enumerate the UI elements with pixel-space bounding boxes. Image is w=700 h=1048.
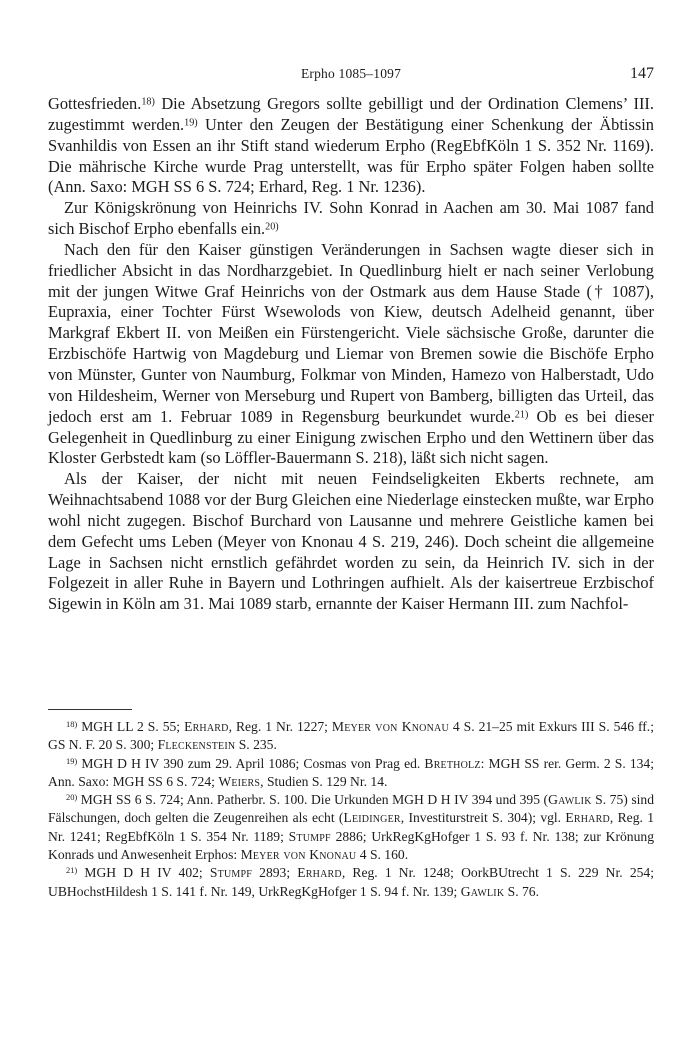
author-name: Meyer von Knonau: [331, 719, 449, 734]
running-title: Erpho 1085–1097: [300, 66, 402, 81]
author-name: Erhard: [565, 810, 610, 826]
footnote-separator: [48, 709, 132, 710]
footnote: $^{20)}$ MGH SS 6 S. 724; Ann. Patherbr. S. 100. Die Urkunden MGH D H IV 394 und 395 (Gawlik S. 75) sind Fälschungen, doch gelten die Zeugenreihen als echt (Leidinger, Investiturstreit S. 304); vgl. Erhard, Reg. 1 Nr. 1241; RegEbfKöln 1 S. 354 Nr. 1189; Stumpf 2886; UrkRegKgHofger 1 S. 93 f. Nr. 138; zur Krönung Konrads und Anwesenheit Erphos: Meyer von Knonau 4 S. 160.: [48, 792, 655, 863]
footnote-marker: 21): [514, 409, 529, 421]
paragraph: Gottesfrieden.$^{18)}$ Die Absetzung Gregors sollte gebilligt und der Ordination Clemens’ III. zugestimmt werden.$^{19)}$ Unter den Zeugen der Bestätigung einer Schenkung der Äbtissin Svanhildis von Essen an ihr Stift stand wiederum Erpho (RegEbfKöln 1 S. 352 Nr. 1169). Die mährische Kirche wurde Prag unterstellt, was für Erpho später Folgen haben sollte (Ann. Saxo: MGH SS 6 S. 724; Erhard, Reg. 1 Nr. 1236).: [48, 94, 654, 197]
author-name: Weiers: [218, 773, 261, 789]
author-name: Gawlik: [460, 883, 505, 899]
body-text: [48, 94, 654, 615]
footnote-marker: 21): [66, 865, 78, 876]
running-head: [48, 62, 654, 86]
paragraph: Nach den für den Kaiser günstigen Veränderungen in Sachsen wagte dieser sich in friedlicher Absicht in das Nordharzgebiet. In Quedlinburg hielt er nach seiner Verlobung mit der jungen Witwe Graf Heinrichs von der Ostmark aus dem Hause Stade († 1087), Eupraxia, einer Tochter Fürst Wsewolods von Kiew, deutsch Adelheid genannt, über Markgraf Ekbert II. von Meißen ein Fürstengericht. Viele sächsische Große, darunter die Erzbischöfe Hartwig von Magdeburg und Liemar von Bremen sowie die Bischöfe Erpho von Münster, Gunter von Naumburg, Folkmar von Minden, Hamezo von Halberstadt, Udo von Hildesheim, Werner von Merseburg und Rupert von Bamberg, billigten das Urteil, das jedoch erst am 1. Februar 1089 in Regensburg beurkundet wurde.$^{21)}$ Ob es bei dieser Gelegenheit in Quedlinburg zu einer Einigung zwischen Erpho und den Wettinern über das Kloster Gerbstedt kam (so Löffler-Bauermann S. 218), läßt sich nicht sagen.: [48, 239, 654, 468]
footnote-marker: 18): [66, 719, 78, 730]
paragraph: Als der Kaiser, der nicht mit neuen Feindseligkeiten Ekberts rechnete, am Weihnachtsabend 1088 vor der Burg Gleichen eine Niederlage einstecken mußte, war Erpho wohl nicht zugegen. Bischof Burchard von Lausanne und mehrere Geistliche kamen bei dem Gefecht ums Leben (Meyer von Knonau 4 S. 219, 246). Doch scheint die allgemeine Lage in Sachsen nicht ernstlich gefährdet worden zu sein, da Heinrich IV. sich in der Folgezeit in aller Ruhe in Bayern und Lothringen aufhielt. Als der kaisertreue Erzbischof Sigewin in Köln am 31. Mai 1089 starb, ernannte der Kaiser Hermann III. zum Nachfol-: [48, 469, 654, 614]
page-number: 147: [630, 65, 654, 82]
author-name: Leidinger: [343, 810, 401, 826]
author-name: Meyer von Knonau: [240, 847, 357, 863]
footnote: $^{19)}$ MGH D H IV 390 zum 29. April 1086; Cosmas von Prag ed. Bretholz: MGH SS rer. Germ. 2 S. 134; Ann. Saxo: MGH SS 6 S. 724; Weiers, Studien S. 129 Nr. 14.: [48, 755, 654, 789]
footnote-marker: 20): [66, 792, 78, 803]
author-name: Bretholz: [424, 755, 481, 771]
footnotes: [48, 718, 654, 901]
footnote: $^{18)}$ MGH LL 2 S. 55; Erhard, Reg. 1 Nr. 1227; Meyer von Knonau 4 S. 21–25 mit Exkurs III S. 546 ff.; GS N. F. 20 S. 300; Fleckenstein S. 235.: [48, 719, 654, 753]
author-name: Stumpf: [209, 865, 252, 881]
footnote-marker: 19): [184, 117, 198, 129]
footnote-marker: 18): [141, 96, 155, 108]
author-name: Erhard: [184, 719, 229, 734]
footnote: $^{21)}$ MGH D H IV 402; Stumpf 2893; Erhard, Reg. 1 Nr. 1248; OorkBUtrecht 1 S. 229 Nr. 254; UBHochstHildesh 1 S. 141 f. Nr. 149, UrkRegKgHofger 1 S. 94 f. Nr. 139; Gawlik S. 76.: [48, 865, 655, 899]
author-name: Erhard: [297, 865, 342, 881]
footnote-marker: 19): [66, 755, 78, 766]
paragraph: Zur Königskrönung von Heinrichs IV. Sohn Konrad in Aachen am 30. Mai 1087 fand sich Bischof Erpho ebenfalls ein.$^{20)}$: [48, 198, 654, 239]
author-name: Gawlik: [548, 792, 592, 808]
author-name: Stumpf: [288, 828, 331, 844]
footnote-marker: 20): [265, 221, 279, 233]
author-name: Fleckenstein: [157, 737, 236, 753]
